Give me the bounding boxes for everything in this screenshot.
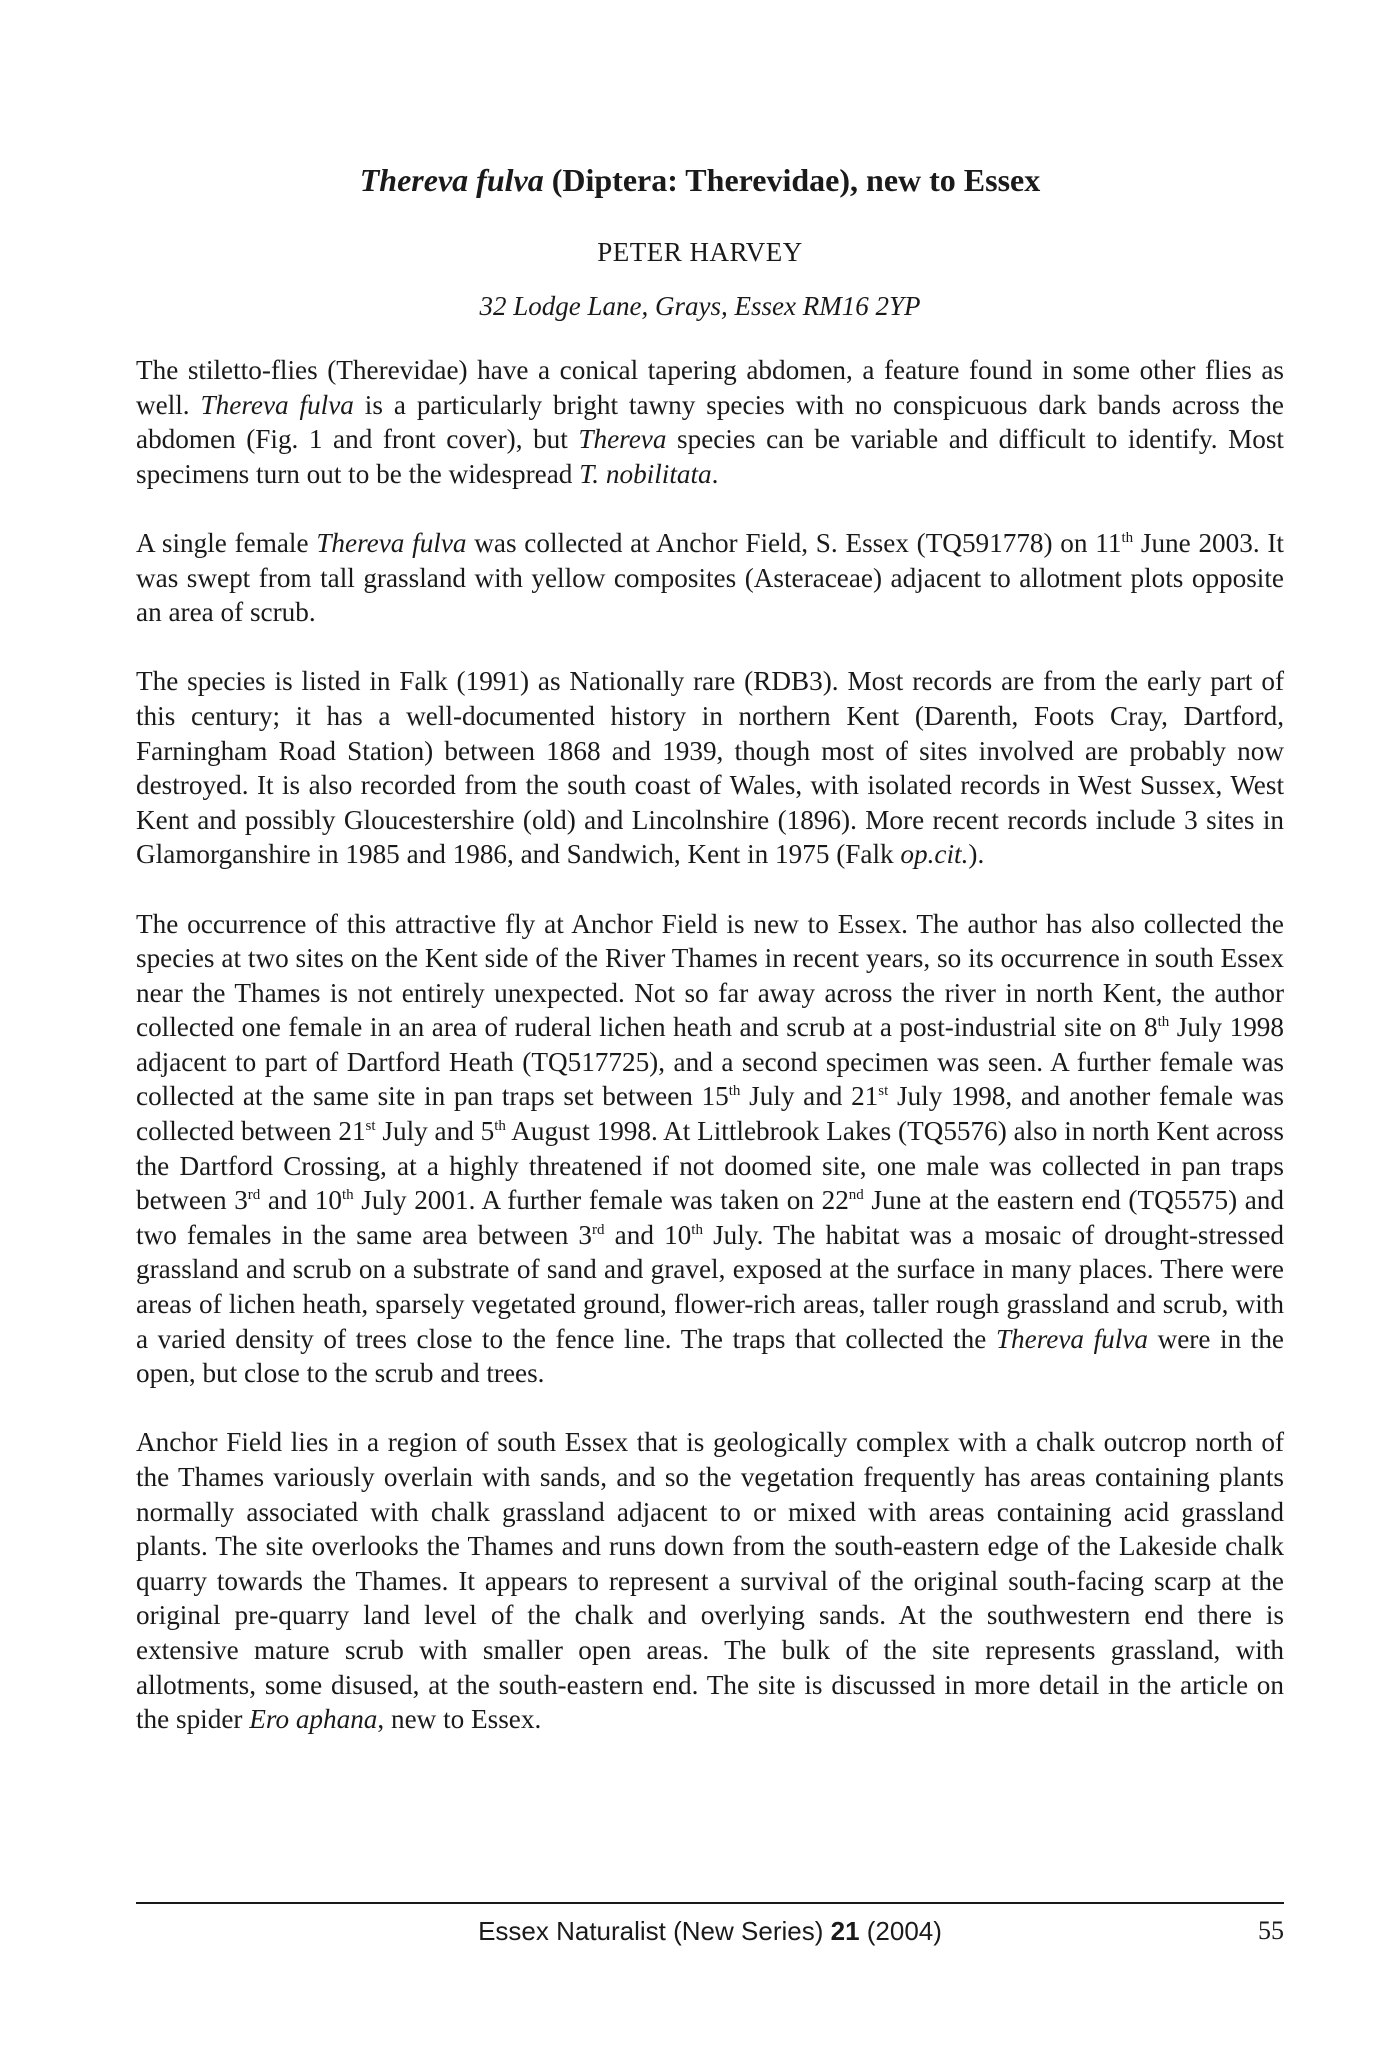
ordinal-suffix: rd — [592, 1221, 605, 1238]
text-run: August 1998. At Littlebrook Lakes (TQ5576) also in north Kent across the Dartford Crossing, at a highly threatened if not doomed site, one male was collected in pan traps between 3 — [136, 1116, 1285, 1216]
article-body — [136, 353, 1284, 1771]
journal-name: Essex Naturalist (New Series) — [478, 1916, 831, 1946]
text-run: and 10 — [260, 1185, 342, 1216]
paragraph-3 — [136, 664, 1284, 872]
text-run: is a particularly bright tawny species with no conspicuous dark bands across the abdomen (Fig. 1 and front cover), but — [136, 389, 1284, 455]
text-run: June at the eastern end (TQ5575) and two females in the same area between 3 — [136, 1185, 1284, 1250]
paragraph-4 — [136, 907, 1284, 1391]
article-title — [0, 160, 1400, 200]
paragraph-2 — [136, 526, 1284, 630]
text-run: ). — [968, 839, 985, 870]
citation-abbrev: op.cit. — [900, 839, 969, 870]
text-run: July 1998, and another female was collected between 21 — [136, 1081, 1284, 1147]
species-name: Thereva fulva — [316, 527, 467, 558]
species-name: Ero aphana — [249, 1704, 378, 1735]
species-name: Thereva fulva — [995, 1323, 1148, 1354]
text-run: species can be variable and difficult to identify. Most specimens turn out to be the widespread — [136, 424, 1284, 489]
text-run: The stiletto-flies (Therevidae) have a conical tapering abdomen, a feature found in some other flies as well. — [136, 355, 1284, 420]
text-run: and 10 — [604, 1219, 692, 1250]
text-run: . — [711, 458, 719, 489]
text-run: Anchor Field lies in a region of south Essex that is geologically complex with a chalk outcrop north of the Thames variously overlain with sands, and so the vegetation frequently has areas containing plants normally associated with chalk grassland adjacent to or mixed with areas containing acid grassland plants. The site overlooks the Thames and runs down from the south-eastern edge of the Lakeside chalk quarry towards the Thames. It appears to represent a survival of the original south-facing scarp at the original pre-quarry land level of the chalk and overlying sands. At the southwestern end there is extensive mature scrub with smaller open areas. The bulk of the site represents grassland, with allotments, some disused, at the south-eastern end. The site is discussed in more detail in the article on the spider — [136, 1427, 1284, 1735]
ordinal-suffix: th — [494, 1118, 506, 1134]
text-run: July. The habitat was a mosaic of drought-stressed grassland and scrub on a substrate of sand and gravel, exposed at the surface in many places. There were areas of lichen heath, sparsely vegetated ground, flower-rich areas, taller rough grassland and scrub, with a varied density of trees close to the fence line. The traps that collected the — [136, 1219, 1284, 1354]
ordinal-suffix: nd — [848, 1187, 864, 1204]
text-run: were in the open, but close to the scrub and trees. — [136, 1323, 1284, 1389]
text-run: A single female — [136, 527, 317, 558]
text-run: , new to Essex. — [377, 1704, 542, 1735]
ordinal-suffix: th — [728, 1083, 741, 1100]
footer-divider — [136, 1902, 1284, 1904]
text-run: July 1998 adjacent to part of Dartford Heath (TQ517725), and a second specimen was seen. A further female was collected at the same site in pan traps set between 15 — [136, 1012, 1284, 1112]
ordinal-suffix: st — [365, 1118, 376, 1134]
text-run: July 2001. A further female was taken on 22 — [353, 1185, 849, 1216]
journal-citation — [136, 1911, 1284, 1951]
ordinal-suffix: th — [691, 1221, 703, 1238]
species-name: T. nobilitata — [579, 458, 712, 489]
author-address: 32 Lodge Lane, Grays, Essex RM16 2YP — [479, 291, 921, 321]
page-footer — [136, 1911, 1284, 1951]
page-number: 55 — [1258, 1916, 1284, 1945]
ordinal-suffix: st — [878, 1083, 889, 1100]
text-run: The occurrence of this attractive fly at Anchor Field is new to Essex. The author has also collected the species at two sites on the Kent side of the River Thames in recent years, so its occurrence in south Essex near the Thames is not entirely unexpected. Not so far away across the river in north Kent, the author collected one female in an area of ruderal lichen heath and scrub at a post-industrial site on 8 — [136, 908, 1284, 1043]
paragraph-5 — [136, 1425, 1284, 1736]
ordinal-suffix: rd — [247, 1187, 261, 1204]
journal-year: (2004) — [859, 1916, 942, 1946]
journal-volume: 21 — [830, 1916, 860, 1946]
species-name: Thereva — [578, 424, 667, 455]
ordinal-suffix: th — [1121, 529, 1134, 546]
text-run: July and 21 — [740, 1081, 879, 1112]
text-run: June 2003. It was swept from tall grassland with yellow composites (Asteraceae) adjacent to allotment plots opposite an area of scrub. — [136, 527, 1284, 628]
paragraph-1 — [136, 353, 1284, 491]
species-name: Thereva fulva — [200, 389, 354, 420]
ordinal-suffix: th — [341, 1187, 354, 1204]
text-run: was collected at Anchor Field, S. Essex (TQ591778) on 11 — [466, 527, 1122, 558]
title-rest: (Diptera: Therevidae), new to Essex — [543, 162, 1041, 198]
title-species-name: Thereva fulva — [359, 162, 544, 198]
ordinal-suffix: th — [1157, 1014, 1170, 1031]
text-run: The species is listed in Falk (1991) as Nationally rare (RDB3). Most records are from the early part of this century; it has a well-documented history in northern Kent (Darenth, Foots Cray, Dartford, Farningham Road Station) between 1868 and 1939, though most of sites involved are probably now destroyed. It is also recorded from the south coast of Wales, with isolated records in West Sussex, West Kent and possibly Gloucestershire (old) and Lincolnshire (1896). More recent records include 3 sites in Glamorganshire in 1985 and 1986, and Sandwich, Kent in 1975 (Falk — [136, 666, 1284, 870]
text-run: July and 5 — [375, 1116, 495, 1147]
author-name: PETER HARVEY — [597, 237, 803, 267]
